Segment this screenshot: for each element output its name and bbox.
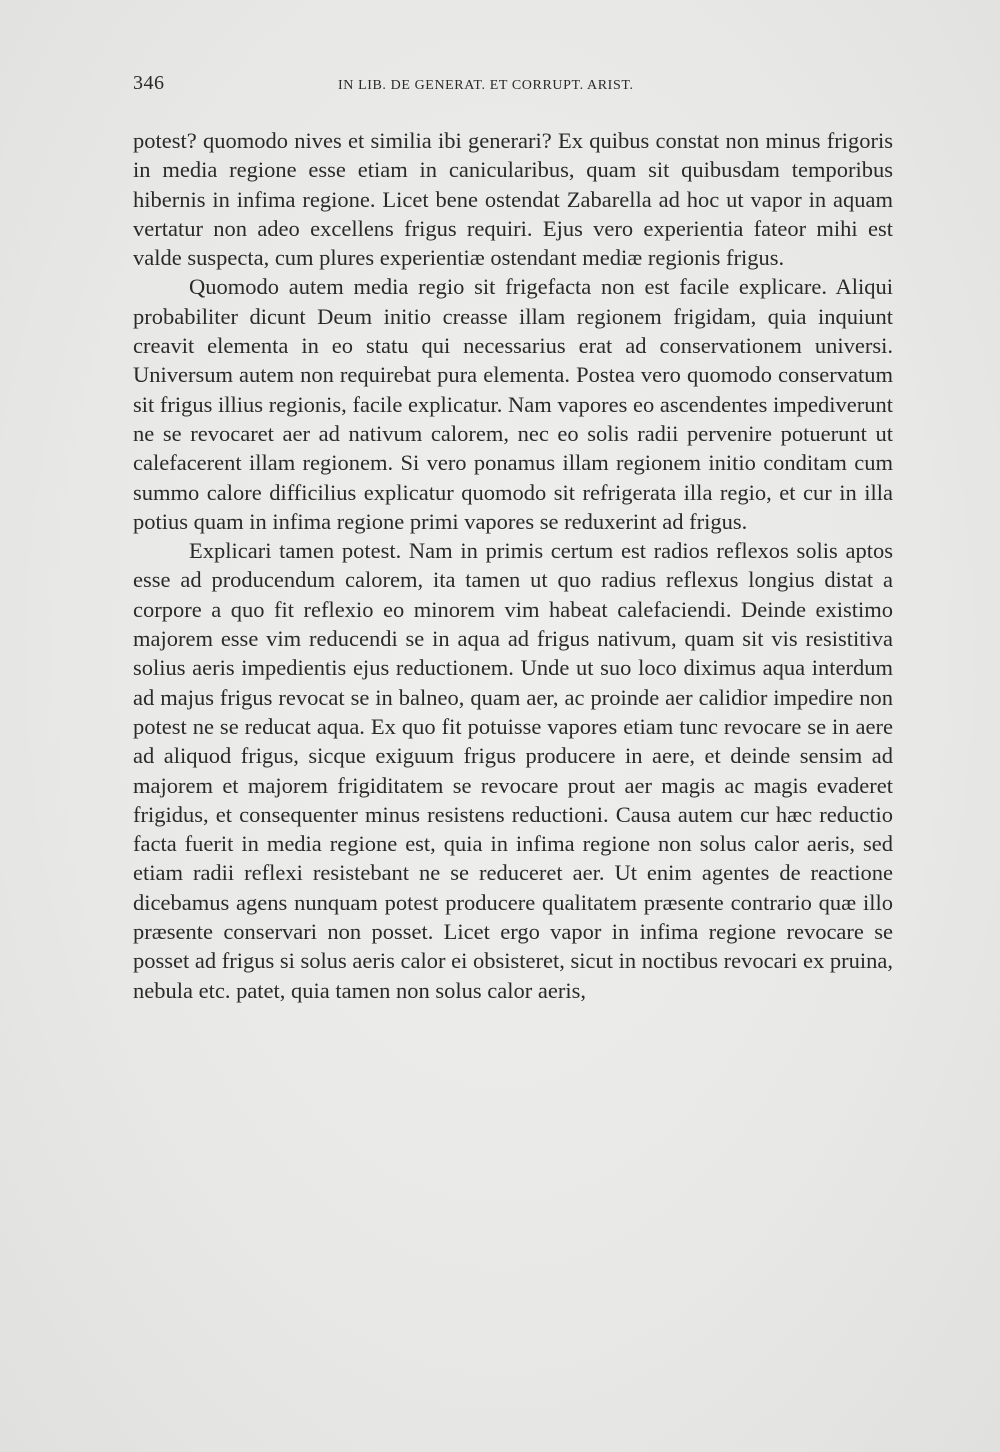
running-head: IN LIB. DE GENERAT. ET CORRUPT. ARIST. (338, 78, 634, 93)
page-number: 346 (133, 72, 165, 94)
page-header (133, 72, 893, 102)
paragraph: Quomodo autem media regio sit frigefacta non est facile explicare. Aliqui probabiliter dicunt Deum initio creasse illam regionem frigidam, quia inquiunt creavit elementa in eo statu qui necessarius erat ad conservationem universi. Universum autem non requirebat pura elementa. Postea vero quomodo conservatum sit frigus illius regionis, facile explicatur. Nam vapores eo ascendentes impediverunt ne se revocaret aer ad nativum calorem, nec eo solis radii pervenire potuerunt ut calefacerent illam regionem. Si vero ponamus illam regionem initio conditam cum summo calore difficilius explicatur quomodo sit refrigerata illa regio, et cur in illa potius quam in infima regione primi vapores se reduxerint ad frigus. (133, 274, 893, 534)
paragraph: Explicari tamen potest. Nam in primis certum est radios reflexos solis aptos esse ad producendum calorem, ita tamen ut quo radius reflexus longius distat a corpore a quo fit reflexio eo minorem vim habeat calefaciendi. Deinde existimo majorem esse vim reducendi se in aqua ad frigus nativum, quam sit vis resistitiva solius aeris impedientis ejus reductionem. Unde ut suo loco diximus aqua interdum ad majus frigus revocat se in balneo, quam aer, ac proinde aer calidior impedire non potest ne se reducat aqua. Ex quo fit potuisse vapores etiam tunc revocare se in aere ad aliquod frigus, sicque exiguum frigus producere in aere, et deinde sensim ad majorem et majorem frigiditatem se revocare prout aer magis ac magis evaderet frigidus, et consequenter minus resistens reductioni. Causa autem cur hæc reductio facta fuerit in media regione est, quia in infima regione non solus calor aeris, sed etiam radii reflexi resistebant ne se reduceret aer. Ut enim agentes de reactione dicebamus agens nunquam potest producere qualitatem præsente contrario quæ illo præsente conservari non posset. Licet ergo vapor in infima regione revocare se posset ad frigus si solus aeris calor ei obsisteret, sicut in noctibus revocari ex pruina, nebula etc. patet, quia tamen non solus calor aeris, (133, 538, 893, 1003)
paragraph-continuation: potest? quomodo nives et similia ibi generari? Ex quibus constat non minus frigoris in media regione esse etiam in canicularibus, quam sit quibusdam temporibus hibernis in infima regione. Licet bene ostendat Zabarella ad hoc ut vapor in aquam vertatur non adeo excellens frigus requiri. Ejus vero experientia fateor mihi est valde suspecta, cum plures experientiæ ostendant mediæ regionis frigus. (133, 128, 893, 271)
body-text (133, 126, 893, 1005)
